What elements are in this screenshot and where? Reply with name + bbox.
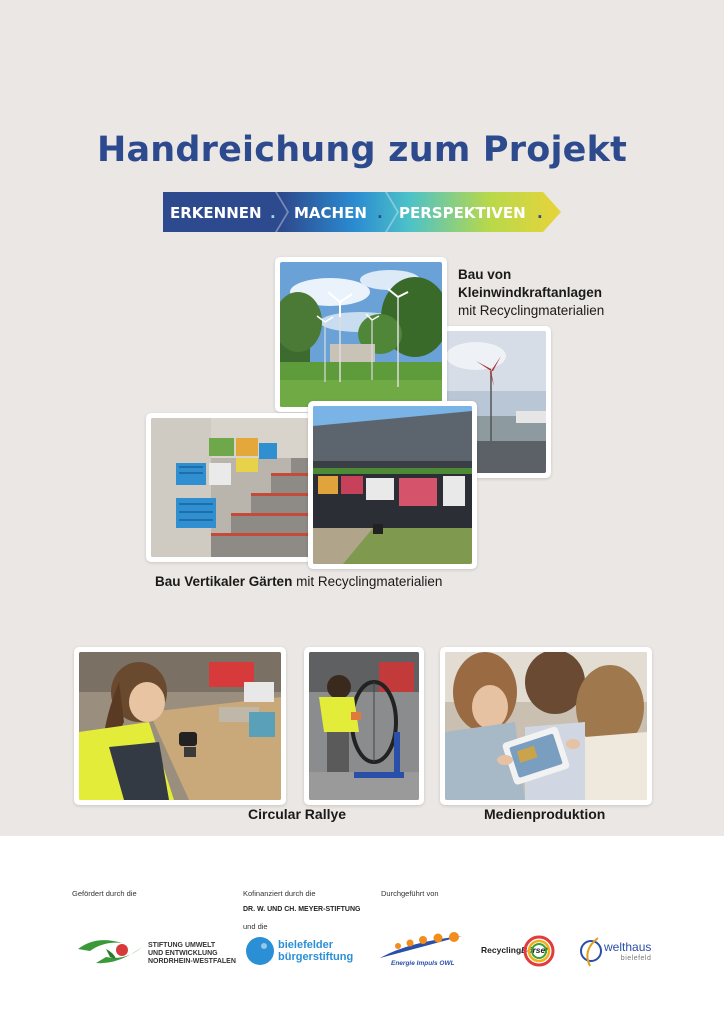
photo-media-production xyxy=(440,647,652,805)
wind-title-line1: Bau von xyxy=(458,267,512,282)
banner-dot-3: . xyxy=(537,204,543,222)
photo-circular-rallye-workshop xyxy=(74,647,286,805)
garden-section-caption xyxy=(155,573,575,591)
welthaus-text: welthaus bielefeld xyxy=(604,940,652,962)
wind-subtitle: mit Recyclingmaterialien xyxy=(458,303,605,318)
stiftung-umwelt-logo-icon xyxy=(76,935,146,965)
footer-conducted-by: Durchgeführt von xyxy=(381,889,439,898)
wind-section-caption xyxy=(458,266,658,320)
stiftung-umwelt-text: STIFTUNG UMWELT UND ENTWICKLUNG NORDRHEIN-WESTFALEN xyxy=(148,942,236,965)
wind-title-line2: Kleinwindkraftanlagen xyxy=(458,285,603,300)
footer-meyer-stiftung: DR. W. UND CH. MEYER-STIFTUNG xyxy=(243,906,361,913)
footer-and: und die xyxy=(243,922,268,931)
garden-title: Bau Vertikaler Gärten xyxy=(155,574,293,589)
buergerstiftung-text: bielefelder bürgerstiftung xyxy=(278,939,354,963)
banner-word-2: MACHEN xyxy=(294,204,367,222)
buergerstiftung-logo-icon xyxy=(245,936,275,966)
footer-funded-by: Gefördert durch die xyxy=(72,889,137,898)
garden-subtitle: mit Recyclingmaterialien xyxy=(296,574,443,589)
photo-vertical-garden-fence xyxy=(308,401,477,569)
label-media-production: Medienproduktion xyxy=(484,806,606,822)
welthaus-logo-icon xyxy=(578,934,606,968)
photo-circular-rallye-bike xyxy=(304,647,424,805)
energie-impuls-logo-icon xyxy=(378,932,464,960)
footer-cofunded-by: Kofinanziert durch die xyxy=(243,889,316,898)
banner-dot-1: . xyxy=(270,204,276,222)
label-circular-rallye: Circular Rallye xyxy=(248,806,347,822)
project-banner xyxy=(163,192,561,232)
banner-word-3: PERSPEKTIVEN xyxy=(399,204,526,222)
recyclingboerse-ring-icon xyxy=(522,934,556,968)
recyclingboerse-text: RecyclingBörse! xyxy=(481,945,549,955)
page-title: Handreichung zum Projekt xyxy=(96,130,628,170)
banner-word-1: ERKENNEN xyxy=(170,204,262,222)
photo-wind-turbines xyxy=(275,257,447,412)
photo-vertical-garden-stairs xyxy=(146,413,316,562)
energie-impuls-text: Energie Impuls OWL xyxy=(391,960,455,967)
banner-dot-2: . xyxy=(377,204,383,222)
